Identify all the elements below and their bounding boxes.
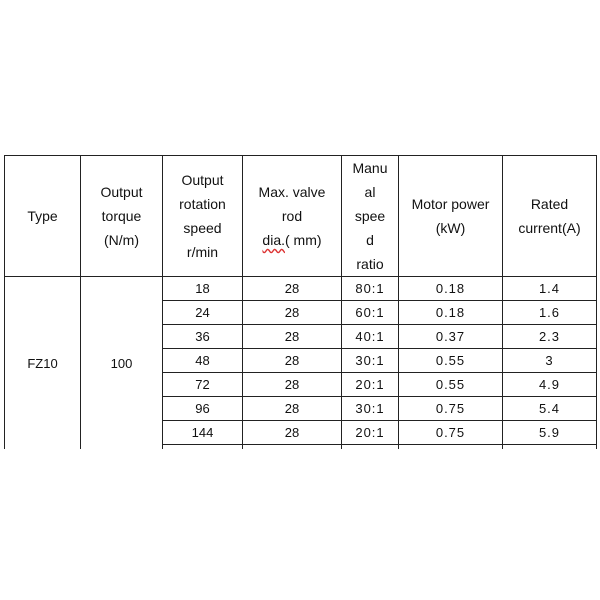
cell-rod: 28 xyxy=(243,277,342,301)
cell-rod: 28 xyxy=(243,349,342,373)
cell-power: 0.75 xyxy=(399,421,503,445)
cell-power: 0.55 xyxy=(399,349,503,373)
table-body xyxy=(5,277,597,450)
header-output-torque: Output torque (N/m) xyxy=(81,156,163,277)
cell-current: 1.4 xyxy=(503,277,597,301)
cell-power: 0.37 xyxy=(399,325,503,349)
cell-ratio: 80:1 xyxy=(342,277,399,301)
cell-speed: 96 xyxy=(163,397,243,421)
cell-speed: 24 xyxy=(163,301,243,325)
cell-current: 5.4 xyxy=(503,397,597,421)
header-rated-current: Rated current(A) xyxy=(503,156,597,277)
spellcheck-underline: dia. xyxy=(262,232,285,248)
cell-ratio: 30:1 xyxy=(342,397,399,421)
cell-ratio: 20:1 xyxy=(342,373,399,397)
cell-current: 3 xyxy=(503,349,597,373)
cell-rod: 28 xyxy=(243,325,342,349)
cell-rod: 28 xyxy=(243,421,342,445)
tail-cell xyxy=(163,445,243,450)
cell-rod: 28 xyxy=(243,373,342,397)
cell-ratio: 30:1 xyxy=(342,349,399,373)
spec-table xyxy=(4,155,597,449)
cell-speed: 48 xyxy=(163,349,243,373)
tail-cell xyxy=(399,445,503,450)
spec-table-container xyxy=(4,155,596,449)
cell-power: 0.18 xyxy=(399,277,503,301)
cell-type: FZ10 xyxy=(5,277,81,450)
cell-ratio: 60:1 xyxy=(342,301,399,325)
cell-current: 2.3 xyxy=(503,325,597,349)
cell-power: 0.75 xyxy=(399,397,503,421)
cell-current: 5.9 xyxy=(503,421,597,445)
cell-speed: 72 xyxy=(163,373,243,397)
cell-power: 0.55 xyxy=(399,373,503,397)
header-output-speed: Output rotation speed r/min xyxy=(163,156,243,277)
header-row xyxy=(5,156,597,277)
cell-rod: 28 xyxy=(243,301,342,325)
table-row xyxy=(5,277,597,301)
cell-speed: 36 xyxy=(163,325,243,349)
cell-torque: 100 xyxy=(81,277,163,450)
tail-cell xyxy=(243,445,342,450)
header-max-valve-rod: Max. valve rod dia.( mm) xyxy=(243,156,342,277)
tail-cell xyxy=(503,445,597,450)
cell-current: 1.6 xyxy=(503,301,597,325)
header-type: Type xyxy=(5,156,81,277)
cell-power: 0.18 xyxy=(399,301,503,325)
tail-cell xyxy=(342,445,399,450)
cell-rod: 28 xyxy=(243,397,342,421)
cell-ratio: 40:1 xyxy=(342,325,399,349)
header-motor-power: Motor power (kW) xyxy=(399,156,503,277)
cell-speed: 18 xyxy=(163,277,243,301)
cell-speed: 144 xyxy=(163,421,243,445)
cell-current: 4.9 xyxy=(503,373,597,397)
cell-ratio: 20:1 xyxy=(342,421,399,445)
header-manual-ratio: Manu al spee d ratio xyxy=(342,156,399,277)
